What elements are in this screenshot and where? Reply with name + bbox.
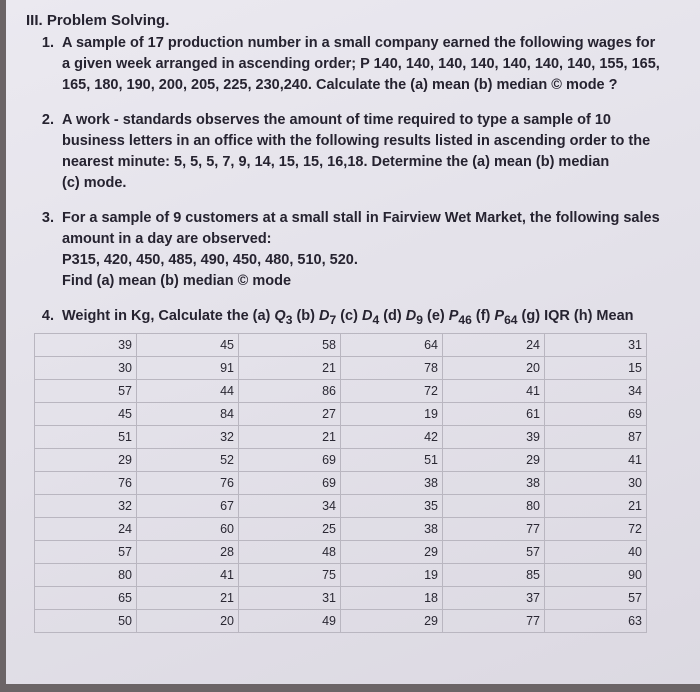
table-cell: 29 [443,448,545,471]
table-cell: 80 [443,494,545,517]
table-row [35,379,647,402]
problem-line: a given week arranged in ascending order; P 140, 140, 140, 140, 140, 140, 140, 155, 165, [62,56,660,72]
table-cell: 30 [35,356,137,379]
table-cell: 38 [341,471,443,494]
symbol-d: D [405,308,417,324]
symbol-p: P [494,308,505,324]
table-cell: 75 [239,563,341,586]
table-cell: 60 [137,517,239,540]
problem-line: A sample of 17 production number in a small company earned the following wages for [62,35,656,51]
table-cell: 76 [137,471,239,494]
table-cell: 20 [443,356,545,379]
problem-3 [26,208,686,292]
table-cell: 41 [137,563,239,586]
table-row [35,425,647,448]
table-cell: 86 [239,379,341,402]
table-cell: 91 [137,356,239,379]
problem-line: Find (a) mean (b) median © mode [62,273,292,289]
table-cell: 39 [35,333,137,356]
problem-text [62,208,686,292]
table-cell: 24 [443,333,545,356]
table-cell: 32 [137,425,239,448]
problem-number: 2. [41,112,54,128]
table-cell: 35 [341,494,443,517]
problem-2 [26,110,686,194]
table-cell: 29 [341,609,443,632]
table-cell: 28 [137,540,239,563]
table-cell: 42 [341,425,443,448]
table-cell: 38 [341,517,443,540]
table-row [35,563,647,586]
table-cell: 19 [341,563,443,586]
symbol-d: D [361,308,373,324]
table-cell: 21 [239,356,341,379]
table-cell: 21 [137,586,239,609]
problem-number: 1. [41,35,54,51]
problem-line: amount in a day are observed: [62,231,272,247]
symbol-sub: 9 [416,312,423,327]
table-cell: 21 [545,494,647,517]
problem-number: 3. [41,210,54,226]
table-cell: 41 [443,379,545,402]
problem-4 [26,306,686,331]
table-row [35,356,647,379]
table-cell: 15 [545,356,647,379]
symbol-sub: 64 [504,312,518,327]
table-cell: 57 [35,379,137,402]
table-cell: 77 [443,517,545,540]
table-cell: 87 [545,425,647,448]
table-cell: 57 [443,540,545,563]
title-text: (e) [422,308,449,324]
weights-table [34,333,647,633]
symbol-d: D [319,308,330,324]
title-text: (g) IQR (h) Mean [517,308,634,324]
problem-4-title [62,306,686,331]
table-cell: 29 [35,448,137,471]
table-cell: 31 [239,586,341,609]
table-cell: 24 [35,517,137,540]
table-cell: 72 [545,517,647,540]
table-cell: 52 [137,448,239,471]
table-cell: 57 [35,540,137,563]
table-cell: 72 [341,379,443,402]
table-cell: 32 [35,494,137,517]
problem-line: A work - standards observes the amount of time required to type a sample of 10 [62,112,611,128]
table-cell: 65 [35,586,137,609]
table-cell: 38 [443,471,545,494]
table-cell: 69 [239,448,341,471]
symbol-q: Q [274,308,286,324]
symbol-sub: 46 [458,312,472,327]
problem-line: For a sample of 9 customers at a small stall in Fairview Wet Market, the following sales [62,210,660,226]
problem-text [62,110,686,194]
table-cell: 41 [545,448,647,471]
problem-text [62,33,686,96]
table-cell: 69 [239,471,341,494]
table-cell: 45 [35,402,137,425]
section-title: III. Problem Solving. [26,12,170,29]
table-row [35,333,647,356]
problem-line: nearest minute: 5, 5, 5, 7, 9, 14, 15, 15, 16,18. Determine the (a) mean (b) median [62,154,610,170]
table-cell: 90 [545,563,647,586]
problem-line: P315, 420, 450, 485, 490, 450, 480, 510, 520. [62,252,358,268]
symbol-sub: 7 [329,312,337,327]
table-row [35,586,647,609]
table-cell: 30 [545,471,647,494]
table-cell: 31 [545,333,647,356]
table-cell: 21 [239,425,341,448]
table-cell: 78 [341,356,443,379]
table-cell: 34 [239,494,341,517]
table-row [35,540,647,563]
table-cell: 77 [443,609,545,632]
problem-list [26,33,686,292]
title-text: (f) [471,308,495,324]
problem-number: 4. [41,308,54,324]
table-cell: 19 [341,402,443,425]
table-cell: 58 [239,333,341,356]
table-cell: 57 [545,586,647,609]
table-cell: 63 [545,609,647,632]
table-cell: 25 [239,517,341,540]
table-cell: 64 [341,333,443,356]
table-row [35,402,647,425]
table-cell: 48 [239,540,341,563]
table-cell: 51 [35,425,137,448]
table-cell: 27 [239,402,341,425]
table-row [35,471,647,494]
table-cell: 80 [35,563,137,586]
problem-1 [26,33,686,96]
table-cell: 85 [443,563,545,586]
paper-sheet [6,0,700,684]
table-row [35,448,647,471]
table-cell: 34 [545,379,647,402]
table-cell: 50 [35,609,137,632]
table-cell: 49 [239,609,341,632]
table-cell: 76 [35,471,137,494]
problem-line: 165, 180, 190, 200, 205, 225, 230,240. Calculate the (a) mean (b) median © mode ? [62,77,618,93]
problem-line: (c) mode. [62,175,127,191]
table-cell: 45 [137,333,239,356]
table-cell: 40 [545,540,647,563]
table-cell: 61 [443,402,545,425]
problem-line: business letters in an office with the following results listed in ascending order to the [62,133,651,149]
table-cell: 84 [137,402,239,425]
table-cell: 18 [341,586,443,609]
worksheet [26,12,686,633]
table-cell: 44 [137,379,239,402]
table-cell: 37 [443,586,545,609]
symbol-sub: 3 [285,312,293,327]
title-text: (d) [379,308,406,324]
table-row [35,494,647,517]
title-text: (b) [292,308,319,324]
table-cell: 69 [545,402,647,425]
table-row [35,517,647,540]
table-row [35,609,647,632]
symbol-p: P [448,308,459,324]
title-text: (c) [336,308,362,324]
title-text: Weight in Kg, Calculate the (a) [62,308,275,324]
table-cell: 51 [341,448,443,471]
table-cell: 29 [341,540,443,563]
symbol-sub: 4 [372,312,380,327]
table-cell: 39 [443,425,545,448]
table-cell: 67 [137,494,239,517]
table-cell: 20 [137,609,239,632]
